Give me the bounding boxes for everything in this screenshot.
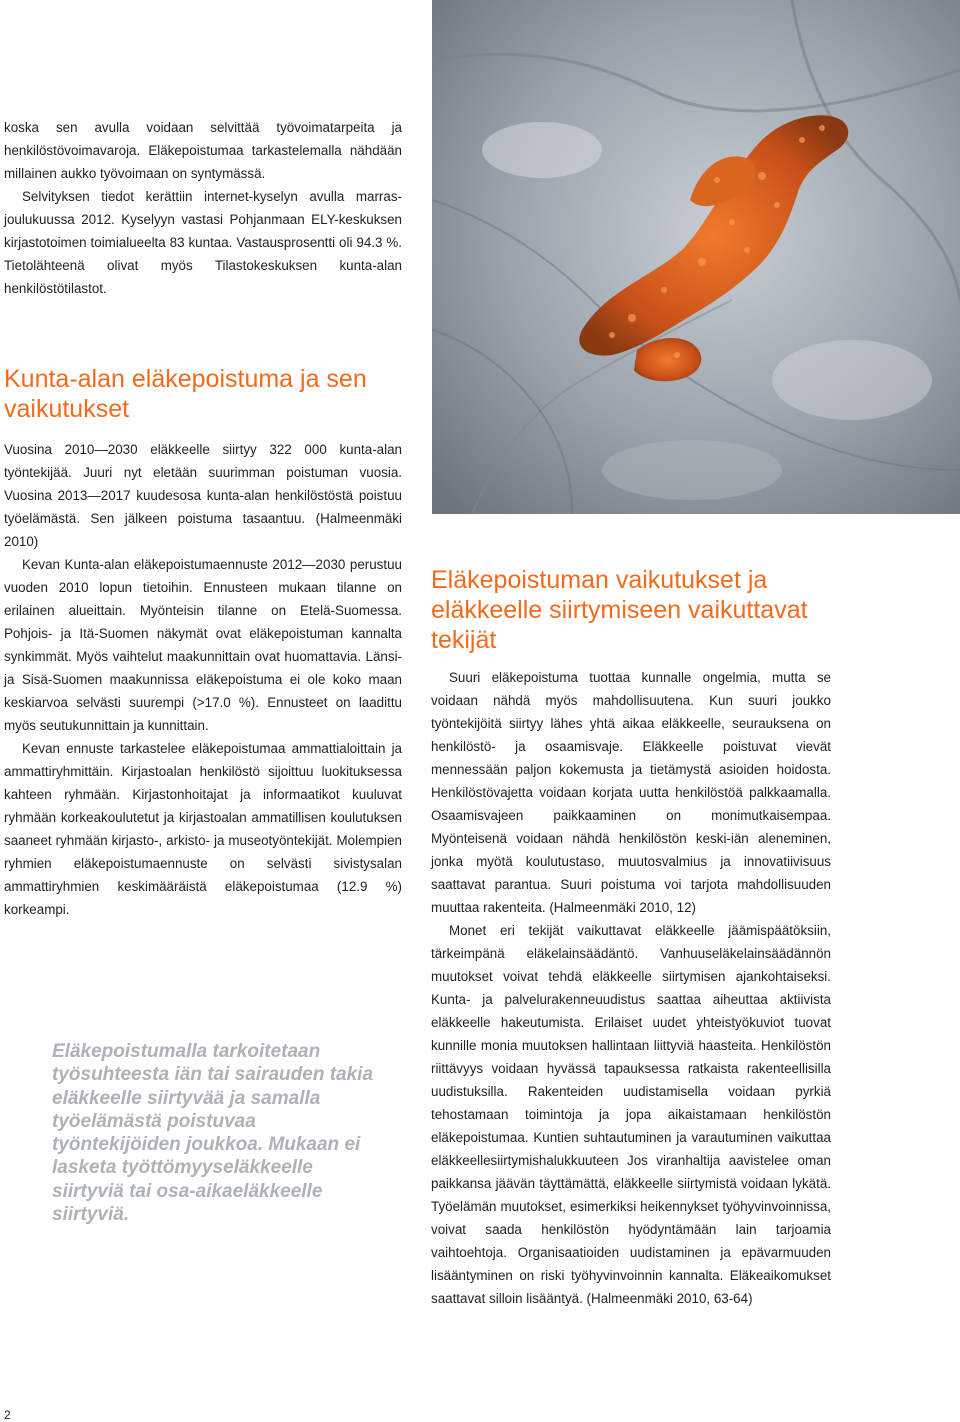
definition-pull-quote: Eläkepoistumalla tarkoitetaan työsuhteesta iän tai sairauden takia eläkkeelle siirtyvää ja samalla työelämästä poistuvaa työntekijöiden joukkoa. Mukaan ei lasketa työttömyyseläkkeelle siirtyviä tai osa-aikaeläkkeelle siirtyviä. — [52, 1041, 374, 1226]
right-paragraph-1: Suuri eläkepoistuma tuottaa kunnalle ongelmia, mutta se voidaan nähdä myös mahdollisuutena. Kun suuri joukko työntekijöitä siirtyy lähes yhtä aikaa eläkkeelle, seurauksena on henkilöstö- ja osaamisvaje. Eläkkeelle poistuvat vievät mennessään paljon kokemusta ja tietämystä asioiden hoidosta. Henkilöstövajetta voidaan korjata uutta henkilöstöä palkkaamalla. Osaamisvajeen paikkaaminen on monimutkaisempaa. Myönteisenä voidaan nähdä henkilöstön keski-iän aleneminen, jonka myötä koulutustaso, muutosvalmius ja innovatiivisuus saattavat parantua. Suuri poistuma voi tarjota mahdollisuuden muuttaa rakenteita. (Halmeenmäki 2010, 12) — [431, 670, 831, 915]
left-paragraph-2: Kevan Kunta-alan eläkepoistumaennuste 2012—2030 perustuu vuoden 2010 lopun tietoihin. Ennusteen mukaan tilanne on erilainen alueittain. Myönteisin tilanne on Etelä-Suomessa. Pohjois- ja Itä-Suomen näkymät ovat eläkepoistuman kannalta synkimmät. Myös vaihtelut maakunnittain ovat huomattavia. Länsi- ja Sisä-Suomen maakunnissa eläkepoistuma ei ole koko maan keskiarvoa selvästi suurempi (>17.0 %). Ennusteet on laadittu myös seutukunnittain ja kunnittain. — [4, 557, 402, 733]
section-heading-retirement: Kunta-alan eläkepoistuma ja sen vaikutukset — [4, 365, 367, 423]
intro-paragraph-1: koska sen avulla voidaan selvittää työvoimatarpeita ja henkilöstövoimavaroja. Eläkepoistumaa tarkastelemalla nähdään millainen aukko työvoimaan on syntymässä. — [4, 120, 402, 181]
page-number: 2 — [4, 1408, 11, 1422]
right-paragraph-2: Monet eri tekijät vaikuttavat eläkkeelle jäämispäätöksiin, tärkeimpänä eläkelainsäädäntö. Vanhuuseläkelainsäädännön muutokset voivat tehdä eläkkeelle siirtymisen ajankohtaiseksi. Kunta- ja palvelurakenneuudistus saattaa aiheuttaa aktiivista eläkkeelle hakeutumista. Erilaiset uudet yhteistyökuviot tuovat kunnille monia muutoksen hallintaan liittyviä haasteita. Henkilöstön riittävyys voidaan hyvässä tapauksessa ratkaista rakenteellisilla uudistuksilla. Rakenteiden uudistamisella voidaan pyrkiä tehostamaan toimintoja ja jopa aikaistamaan henkilöstön eläkepoistumaa. Kuntien suhtautuminen ja varautuminen vaikuttaa eläkkeellesiirtymishalukkuuteen Jos viranhaltija aavistelee oman paikkansa jäävän täyttämättä, eläkkeelle siirtymistä voidaan lykätä. Työelämän muutokset, esimerkiksi heikennykset työhyvinvoinnissa, voivat saada henkilöstön hyödyntämään lain tarjoamia vaihtoehtoja. Organisaatioiden uudistaminen ja epävarmuuden lisääntyminen on riski työhyvinvoinnin kannalta. Eläkeaikomukset saattavat silloin lisääntyä. (Halmeenmäki 2010, 63-64) — [431, 923, 831, 1306]
right-column — [431, 666, 831, 1310]
left-paragraph-1: Vuosina 2010—2030 eläkkeelle siirtyy 322 000 kunta-alan työntekijää. Juuri nyt eletään suurimman poistuman vuosia. Vuosina 2013—2017 kuudesosa kunta-alan henkilöstöstä poistuu työelämästä. Sen jälkeen poistuma tasaantuu. (Halmeenmäki 2010) — [4, 442, 402, 549]
lichen-rock-photo — [432, 0, 960, 514]
left-column — [4, 438, 402, 921]
left-paragraph-3: Kevan ennuste tarkastelee eläkepoistumaa ammattialoittain ja ammattiryhmittäin. Kirjastoalan henkilöstö sijoittuu luokituksessa kahteen ryhmään. Kirjastonhoitajat ja informaatikot kuuluvat ryhmään korkeakoulutetut ja kirjastoalan ammatillisen koulutuksen saaneet ryhmään kirjasto-, arkisto- ja museotyöntekijät. Molempien ryhmien eläkepoistumaennuste on selvästi sivistysalan ammattiryhmien keskimääräistä eläkepoistumaa (12.9 %) korkeampi. — [4, 741, 402, 917]
intro-paragraph-2: Selvityksen tiedot kerättiin internet-kyselyn avulla marras-joulukuussa 2012. Kyselyyn vastasi Pohjanmaan ELY-keskuksen kirjastotoimen toimialueelta 83 kuntaa. Vastausprosentti oli 94.3 %. Tietolähteenä olivat myös Tilastokeskuksen kunta-alan henkilöstötilastot. — [4, 189, 402, 296]
intro-text — [4, 116, 402, 300]
section-heading-effects: Eläkepoistuman vaikutukset ja eläkkeelle siirtymiseen vaikuttavat tekijät — [431, 566, 808, 654]
